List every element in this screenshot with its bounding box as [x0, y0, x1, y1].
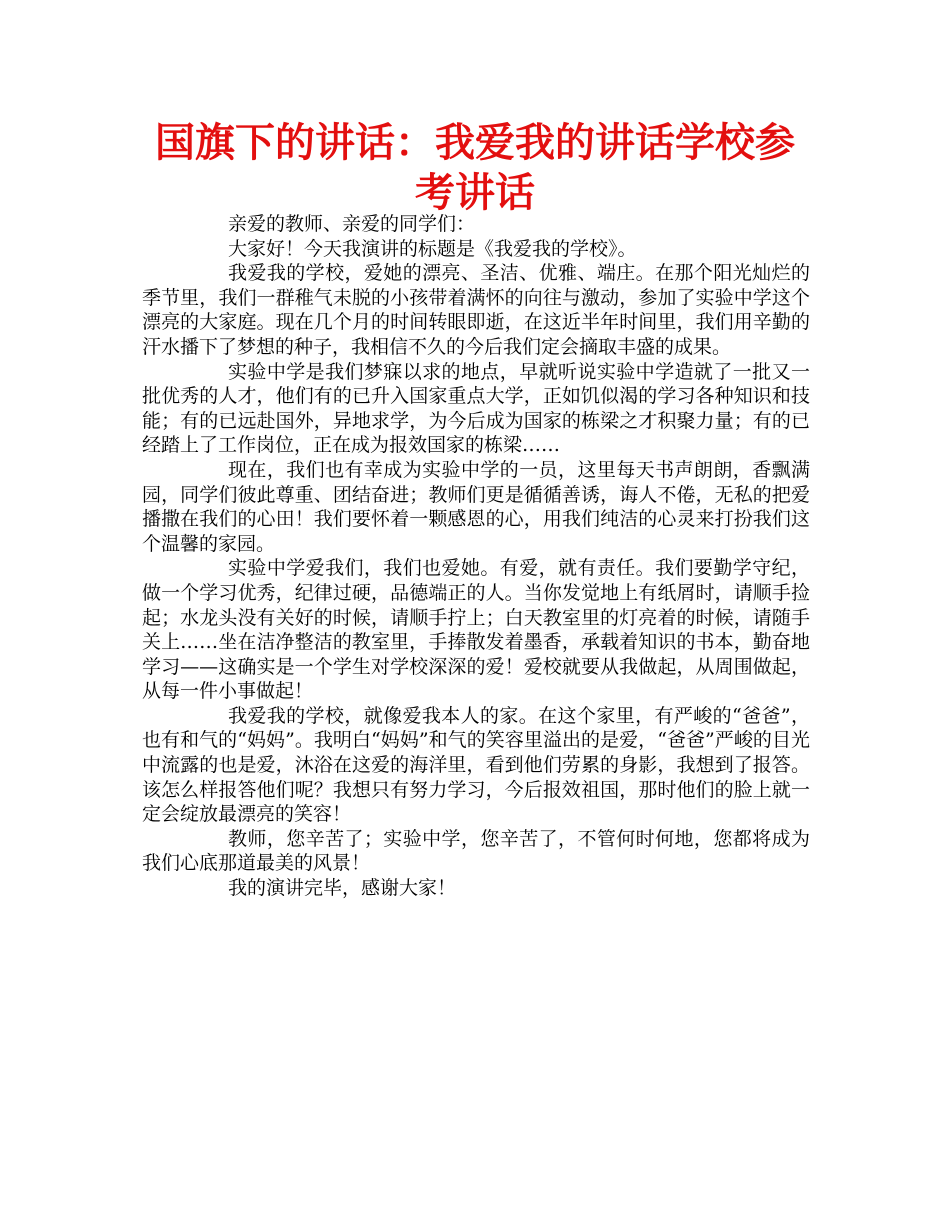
- paragraph-4: 实验中学爱我们，我们也爱她。有爱，就有责任。我们要勤学守纪，做一个学习优秀，纪律过硬，品德端正的人。当你发觉地上有纸屑时，请顺手捡起；水龙头没有关好的时候，请顺手拧上；白天教室里的灯亮着的时候，请随手关上……坐在洁净整洁的教室里，手捧散发着墨香，承载着知识的书本，勤奋地学习——这确实是一个学生对学校深深的爱！爱校就要从我做起，从周围做起，从每一件小事做起！: [142, 557, 810, 703]
- paragraph-closing: 我的演讲完毕，感谢大家！: [228, 877, 457, 900]
- paragraph-5: 我爱我的学校，就像爱我本人的家。在这个家里，有严峻的“爸爸”，也有和气的“妈妈”。我明白“妈妈”和气的笑容里溢出的是爱，“爸爸”严峻的目光中流露的也是爱，沐浴在这爱的海洋里，看到他们劳累的身影，我想到了报答。该怎么样报答他们呢？我想只有努力学习，今后报效祖国，那时他们的脸上就一定会绽放最漂亮的笑容！: [142, 704, 810, 826]
- paragraph-6: 教师，您辛苦了；实验中学，您辛苦了，不管何时何地，您都将成为我们心底那道最美的风景！: [142, 827, 810, 875]
- document-body: [142, 212, 810, 901]
- paragraph-greeting: 大家好！今天我演讲的标题是《我爱我的学校》。: [228, 237, 637, 260]
- paragraph-1: 我爱我的学校，爱她的漂亮、圣洁、优雅、端庄。在那个阳光灿烂的季节里，我们一群稚气未脱的小孩带着满怀的向往与激动，参加了实验中学这个漂亮的大家庭。现在几个月的时间转眼即逝，在这近半年时间里，我们用辛勤的汗水播下了梦想的种子，我相信不久的今后我们定会摘取丰盛的成果。: [142, 262, 810, 358]
- paragraph-2: 实验中学是我们梦寐以求的地点，早就听说实验中学造就了一批又一批优秀的人才，他们有的已升入国家重点大学，正如饥似渴的学习各种知识和技能；有的已远赴国外，异地求学，为今后成为国家的栋梁之才积聚力量；有的已经踏上了工作岗位，正在成为报效国家的栋梁……: [142, 360, 810, 457]
- paragraph-3: 现在，我们也有幸成为实验中学的一员，这里每天书声朗朗，香飘满园，同学们彼此尊重、团结奋进；教师们更是循循善诱，诲人不倦，无私的把爱播撒在我们的心田！我们要怀着一颗感恩的心，用我们纯洁的心灵来打扮我们这个温馨的家园。: [142, 458, 810, 555]
- document-title: 国旗下的讲话：我爱我的讲话学校参考讲话: [155, 120, 795, 216]
- paragraph-salutation: 亲爱的教师、亲爱的同学们：: [228, 213, 476, 235]
